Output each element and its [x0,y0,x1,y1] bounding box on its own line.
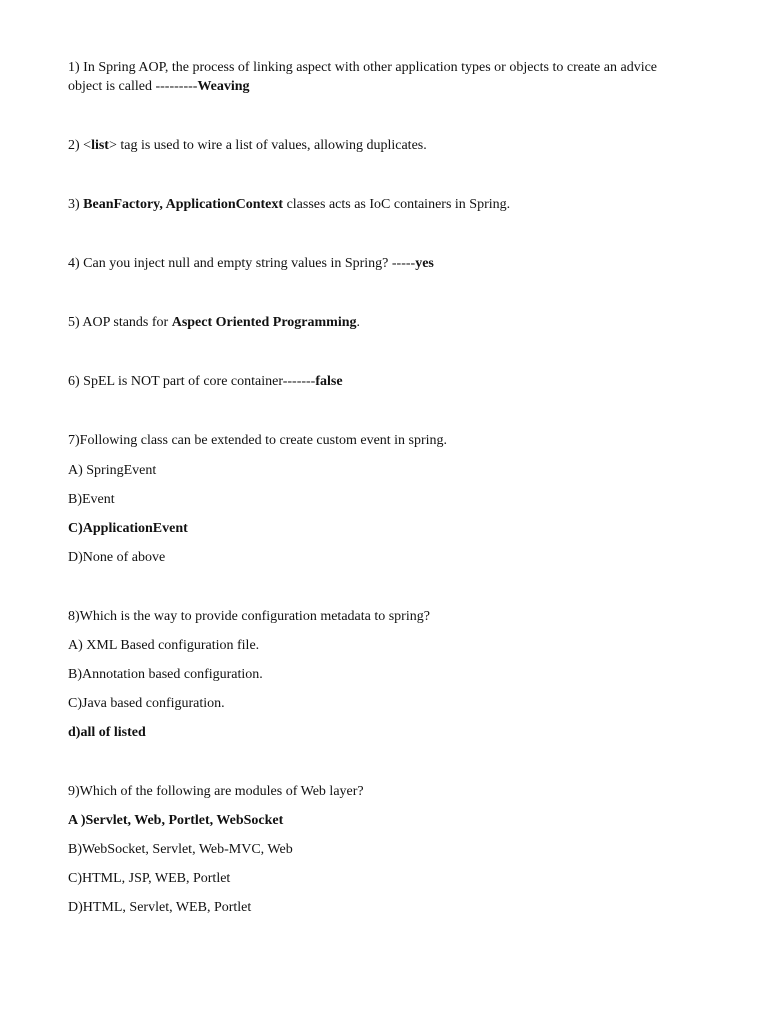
question-9-option-d: D)HTML, Servlet, WEB, Portlet [68,900,252,915]
question-6-text: 6) SpEL is NOT part of core container------- [68,374,316,389]
question-2-suffix: > tag is used to wire a list of values, allowing duplicates. [108,138,427,153]
question-4-text: 4) Can you inject null and empty string values in Spring? ----- [68,256,416,271]
question-8 [68,607,718,742]
question-3-answer: BeanFactory, ApplicationContext [83,197,284,212]
question-5-suffix: . [356,315,361,330]
question-5-answer: Aspect Oriented Programming [171,315,357,330]
question-9-answer: A )Servlet, Web, Portlet, WebSocket [68,813,284,828]
question-2-answer: list [91,138,109,153]
question-7-option-c [68,519,718,538]
question-8-option-a: A) XML Based configuration file. [68,638,260,653]
question-6-answer: false [315,374,343,389]
question-9-option-b: B)WebSocket, Servlet, Web-MVC, Web [68,842,293,857]
question-9-text: 9)Which of the following are modules of Web layer? [68,784,364,799]
question-7-answer: C)ApplicationEvent [68,521,188,536]
question-9 [68,782,718,917]
question-8-option-c: C)Java based configuration. [68,696,225,711]
question-8-option-d [68,723,718,742]
question-9-option-c: C)HTML, JSP, WEB, Portlet [68,871,231,886]
question-8-text: 8)Which is the way to provide configuration metadata to spring? [68,609,430,624]
question-7-option-a: A) SpringEvent [68,463,157,478]
question-3 [68,195,718,214]
question-1-text: object is called --------- [68,79,198,94]
question-4 [68,254,718,273]
question-5-text: 5) AOP stands for [68,315,172,330]
question-2-prefix: 2) < [68,138,92,153]
question-7-option-d: D)None of above [68,550,166,565]
question-3-suffix: classes acts as IoC containers in Spring. [283,197,511,212]
question-7 [68,431,718,567]
question-6 [68,372,718,391]
quiz-document [68,58,718,917]
question-3-prefix: 3) [68,197,84,212]
question-7-option-b: B)Event [68,492,115,507]
question-4-answer: yes [415,256,434,271]
question-1 [68,58,718,96]
question-1-line-1: 1) In Spring AOP, the process of linking aspect with other application types or objects to create an advice [68,60,658,75]
question-8-option-b: B)Annotation based configuration. [68,667,263,682]
question-8-answer: d)all of listed [68,725,146,740]
question-7-text: 7)Following class can be extended to create custom event in spring. [68,433,448,448]
question-2 [68,136,718,155]
question-1-line-2 [68,77,718,96]
question-9-option-a [68,811,718,830]
question-5 [68,313,718,332]
question-1-answer: Weaving [197,79,250,94]
